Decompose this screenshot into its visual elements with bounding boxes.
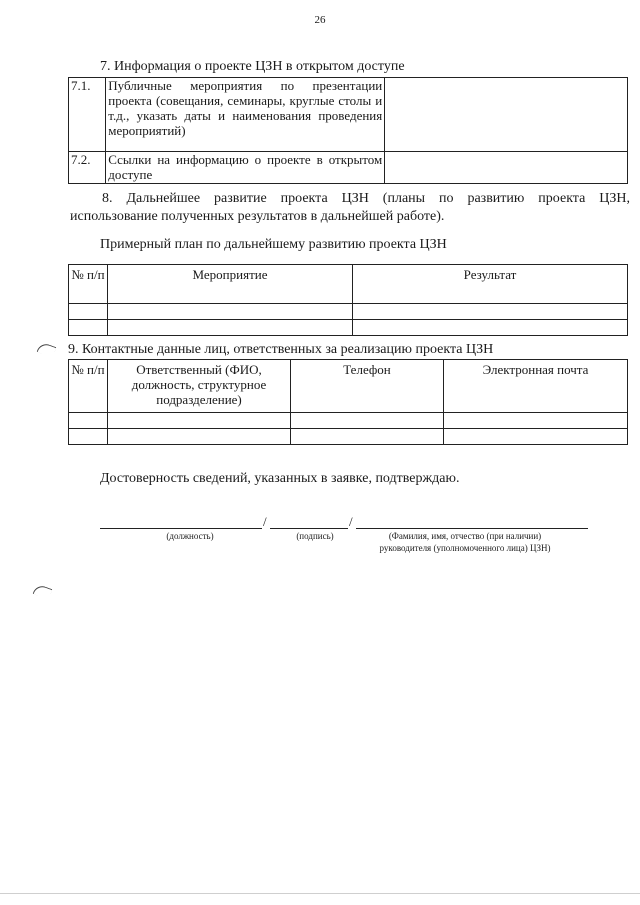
row-description: Публичные мероприятия по презентации проекта (совещания, семинары, круглые столы и т.д., указать даты и наименования проведения мероприятий) (106, 78, 385, 152)
cell-responsible[interactable] (108, 413, 291, 429)
row-value-field[interactable] (385, 78, 628, 152)
cell-phone[interactable] (291, 429, 444, 445)
cell-email[interactable] (444, 413, 628, 429)
plan-table (68, 264, 628, 336)
contacts-table (68, 359, 628, 445)
cell-event[interactable] (108, 320, 353, 336)
cell-number[interactable] (69, 413, 108, 429)
page-bottom-edge (0, 893, 640, 894)
caption-name-line-1: (Фамилия, имя, отчество (при наличии) (388, 531, 542, 541)
header-phone: Телефон (291, 360, 444, 413)
section-7-table (68, 77, 628, 184)
separator-slash: / (349, 514, 353, 529)
section-8-paragraph (70, 190, 630, 226)
row-value-field[interactable] (385, 152, 628, 184)
cell-responsible[interactable] (108, 429, 291, 445)
header-email: Электронная почта (444, 360, 628, 413)
cell-phone[interactable] (291, 413, 444, 429)
plan-heading: Примерный план по дальнейшему развитию проекта ЦЗН (100, 237, 447, 252)
table-header-row (69, 265, 628, 304)
table-row (69, 304, 628, 320)
confirmation-text: Достоверность сведений, указанных в заявке, подтверждаю. (100, 471, 460, 486)
cell-result[interactable] (353, 320, 628, 336)
row-description: Ссылки на информацию о проекте в открытом доступе (106, 152, 385, 184)
header-result: Результат (353, 265, 628, 304)
caption-name-line-2: руководителя (уполномоченного лица) ЦЗН) (379, 543, 551, 553)
caption-position: (должность) (166, 531, 214, 541)
row-number: 7.1. (69, 78, 106, 152)
name-line[interactable] (356, 528, 588, 529)
cell-event[interactable] (108, 304, 353, 320)
table-row (69, 413, 628, 429)
section-7-heading: 7. Информация о проекте ЦЗН в открытом доступе (100, 59, 405, 74)
header-number: № п/п (69, 265, 108, 304)
position-line[interactable] (100, 528, 262, 529)
table-header-row (69, 360, 628, 413)
table-row (69, 78, 628, 152)
cell-number[interactable] (69, 429, 108, 445)
table-row (69, 429, 628, 445)
caption-signature: (подпись) (296, 531, 334, 541)
row-number: 7.2. (69, 152, 106, 184)
cell-result[interactable] (353, 304, 628, 320)
header-event: Мероприятие (108, 265, 353, 304)
section-8-line-2: использование полученных результатов в дальнейшей работе). (70, 209, 445, 224)
cell-number[interactable] (69, 320, 108, 336)
table-row (69, 320, 628, 336)
page-number: 26 (314, 14, 326, 26)
section-8-line-1: 8. Дальнейшее развитие проекта ЦЗН (планы по развитию проекта ЦЗН, (102, 191, 630, 206)
table-row (69, 152, 628, 184)
header-number: № п/п (69, 360, 108, 413)
cell-email[interactable] (444, 429, 628, 445)
header-responsible: Ответственный (ФИО, должность, структурное подразделение) (108, 360, 291, 413)
separator-slash: / (263, 514, 267, 529)
cell-number[interactable] (69, 304, 108, 320)
signature-line[interactable] (270, 528, 348, 529)
punch-hole-mark (37, 341, 57, 357)
punch-hole-mark (33, 583, 53, 599)
section-9-heading: 9. Контактные данные лиц, ответственных за реализацию проекта ЦЗН (68, 342, 494, 357)
